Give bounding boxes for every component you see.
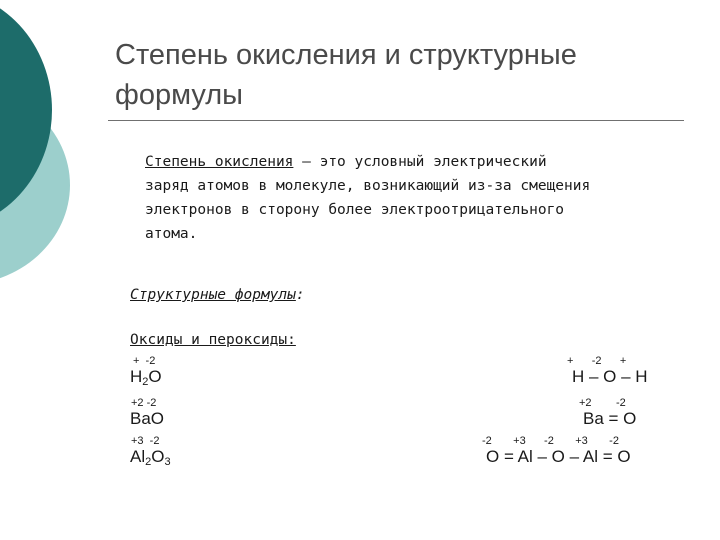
structural-formulas-colon: : [295,287,305,303]
title-divider [108,120,684,121]
oxides-heading: Оксиды и пероксиды: [130,332,296,348]
definition-paragraph [145,150,705,246]
h2o-element-o: O [148,367,162,386]
definition-text: – это условный электрический заряд атомов в молекуле, возникающий из-за смещения электронов в сторону более электроотрицательного атома. [145,154,591,242]
h2o-structure-charges: + -2 + [567,355,627,367]
structural-formulas-heading [130,287,305,303]
slide-title: Степень окисления и структурные формулы [115,39,577,111]
bao-formula: BaO [130,409,165,428]
al2o3-element-al: Al [130,447,146,466]
definition-term: Степень окисления [145,154,294,170]
al2o3-structure-charges: -2 +3 -2 +3 -2 [482,435,619,447]
al2o3-subscript-3: 3 [164,456,171,468]
h2o-charges: + -2 [133,355,156,367]
h2o-element-h: H [130,367,143,386]
bao-structure: Ba = O [583,409,637,428]
al2o3-subscript-2: 2 [145,456,152,468]
h2o-subscript: 2 [142,376,149,388]
h2o-structure: H – O – H [572,367,648,386]
bao-structure-charges: +2 -2 [579,397,626,409]
bao-charges: +2 -2 [131,397,157,409]
al2o3-formula [130,447,171,472]
al2o3-structure: O = Al – O – Al = O [486,447,631,466]
h2o-formula [130,367,162,392]
al2o3-element-o: O [151,447,165,466]
structural-formulas-label: Структурные формулы [130,287,296,303]
al2o3-charges: +3 -2 [131,435,160,447]
